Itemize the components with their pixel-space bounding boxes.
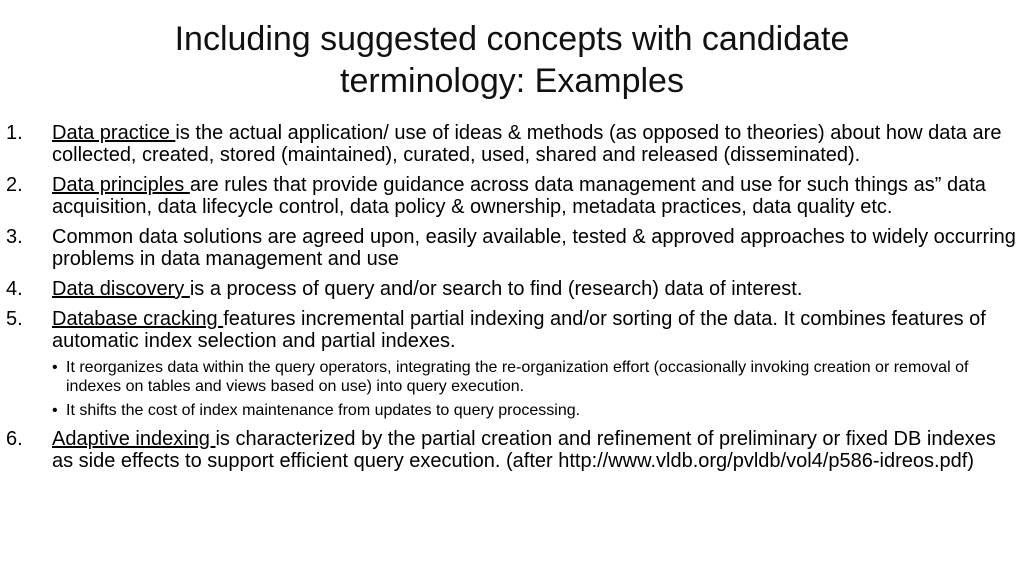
list-item-data-principles [6, 174, 1016, 218]
list-item-adaptive-indexing [6, 428, 1016, 472]
item-text: is a process of query and/or search to find (research) data of interest. [189, 278, 803, 300]
list-item-common-data-solutions [6, 226, 1016, 270]
title-line-1: Including suggested concepts with candidate [174, 20, 850, 58]
item-text: Common data solutions are agreed upon, easily available, tested & approved approaches to widely occurring problems in data management and use [52, 226, 1016, 270]
sub-list-item [52, 358, 1016, 396]
bullet-icon: • [52, 402, 58, 419]
list-item-data-discovery [6, 278, 1016, 300]
item-number: 3. [6, 226, 23, 248]
term-data-practice: Data practice [52, 122, 176, 144]
concept-list [6, 122, 1016, 480]
item-number: 5. [6, 308, 23, 330]
list-item-data-practice [6, 122, 1016, 166]
term-data-principles: Data principles [52, 174, 190, 196]
term-data-discovery: Data discovery [52, 278, 190, 300]
item-text: are rules that provide guidance across data management and use for such things as” data acquisition, data lifecycle control, data policy & ownership, metadata practices, data quality etc. [52, 174, 986, 218]
sub-item-text: It shifts the cost of index maintenance from updates to query processing. [66, 402, 581, 419]
item-number: 1. [6, 122, 23, 144]
slide-title [0, 18, 1024, 102]
item-text: features incremental partial indexing and/or sorting of the data. It combines features of automatic index selection and partial indexes. [52, 308, 986, 352]
sub-item-text: It reorganizes data within the query operators, integrating the re-organization effort (occasionally invoking creation or removal of indexes on tables and views based on use) into query execution. [66, 359, 969, 395]
item-number: 2. [6, 174, 23, 196]
sub-list-item [52, 401, 1016, 420]
item-text: is characterized by the partial creation and refinement of preliminary or fixed DB indexes as side effects to support efficient query execution. (after http://www.vldb.org/pvldb/vol4/p586-idreos.pdf) [52, 428, 996, 472]
term-adaptive-indexing: Adaptive indexing [52, 428, 216, 450]
title-line-2: terminology: Examples [340, 62, 684, 100]
term-database-cracking: Database cracking [52, 308, 224, 330]
bullet-icon: • [52, 359, 58, 376]
item-number: 4. [6, 278, 23, 300]
item-number: 6. [6, 428, 23, 450]
sub-list [52, 358, 1016, 420]
list-item-database-cracking [6, 308, 1016, 420]
item-text: is the actual application/ use of ideas & methods (as opposed to theories) about how data are collected, created, stored (maintained), curated, used, shared and released (disseminated). [52, 122, 1002, 166]
